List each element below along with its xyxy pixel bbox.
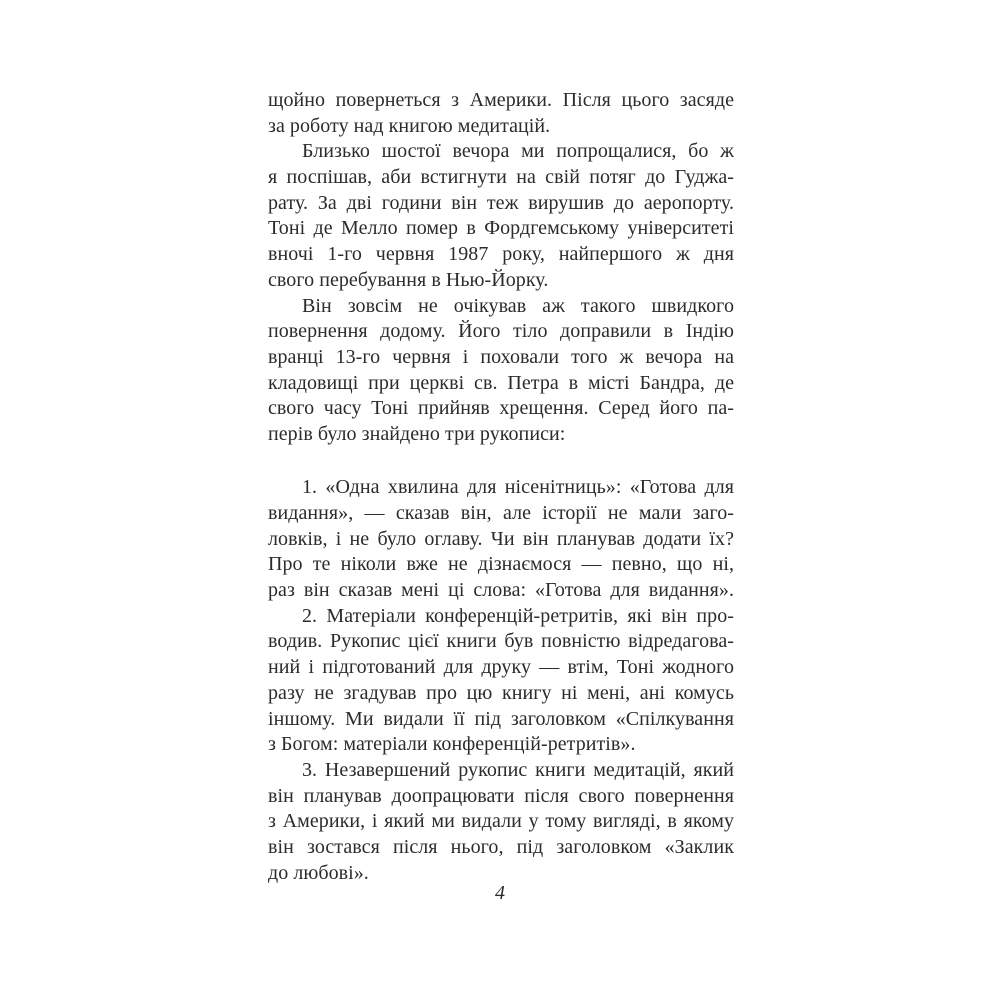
text-line: за роботу над книгою медитацій. bbox=[268, 114, 551, 137]
blank-line bbox=[268, 448, 734, 474]
text-line: вночі 1-го червня 1987 року, найпершого ж дня bbox=[268, 243, 734, 266]
text-line: рату. За дві години він теж вирушив до аеропорту. bbox=[268, 191, 734, 214]
text-line: 3. Незавершений рукопис книги медитацій, який bbox=[302, 758, 734, 781]
text-line: 1. «Одна хвилина для нісенітниць»: «Готова для bbox=[302, 476, 734, 499]
text-line: перів було знайдено три рукописи: bbox=[268, 422, 566, 445]
list-item bbox=[268, 475, 734, 603]
text-line: свого перебування в Нью-Йорку. bbox=[268, 268, 549, 291]
paragraph bbox=[268, 139, 734, 293]
text-line: він зостався після нього, під заголовком «Заклик bbox=[268, 835, 734, 858]
text-line: ний і підготований для друку — втім, Тоні жодного bbox=[268, 656, 734, 679]
text-line: Він зовсім не очікував аж такого швидкого bbox=[302, 294, 734, 317]
text-line: разу не згадував про цю книгу ні мені, ані комусь bbox=[268, 681, 734, 704]
text-line: він планував доопрацювати після свого повернення bbox=[268, 784, 734, 807]
page-body bbox=[268, 88, 734, 886]
text-line: Про те ніколи вже не дізнаємося — певно, що ні, bbox=[268, 553, 734, 576]
text-line: іншому. Ми видали її під заголовком «Спілкування bbox=[268, 707, 734, 730]
text-line: водив. Рукопис цієї книги був повністю відредагова- bbox=[268, 630, 734, 653]
list-item bbox=[268, 604, 734, 758]
text-line: повернення додому. Його тіло доправили в Індію bbox=[268, 320, 734, 343]
text-line: з Америки, і який ми видали у тому вигляді, в якому bbox=[268, 810, 734, 833]
paragraph bbox=[268, 294, 734, 448]
text-line: вранці 13-го червня і поховали того ж вечора на bbox=[268, 345, 734, 368]
text-line: видання», — сказав він, але історії не мали заго- bbox=[268, 502, 734, 524]
text-line: ловків, і не було оглаву. Чи він планував додати їх? bbox=[268, 527, 734, 550]
text-line: кладовищі при церкві св. Петра в місті Бандра, де bbox=[268, 371, 734, 394]
text-line: Тоні де Мелло помер в Фордгемському університеті bbox=[268, 217, 734, 240]
paragraph bbox=[268, 88, 734, 139]
list-item bbox=[268, 758, 734, 886]
text-line: 2. Матеріали конференцій-ретритів, які він про- bbox=[302, 604, 734, 627]
text-line: Близько шостої вечора ми попрощалися, бо ж bbox=[302, 140, 734, 163]
text-line: я поспішав, аби встигнути на свій потяг до Гуджа- bbox=[268, 166, 734, 189]
text-line: раз він сказав мені ці слова: «Готова для видання». bbox=[268, 579, 734, 602]
text-line: до любові». bbox=[268, 861, 369, 884]
page-number: 4 bbox=[495, 882, 505, 904]
text-line: з Богом: матеріали конференцій-ретритів». bbox=[268, 733, 636, 756]
text-line: щойно повернеться з Америки. Після цього засяде bbox=[268, 89, 734, 111]
text-line: свого часу Тоні прийняв хрещення. Серед його па- bbox=[268, 397, 734, 420]
